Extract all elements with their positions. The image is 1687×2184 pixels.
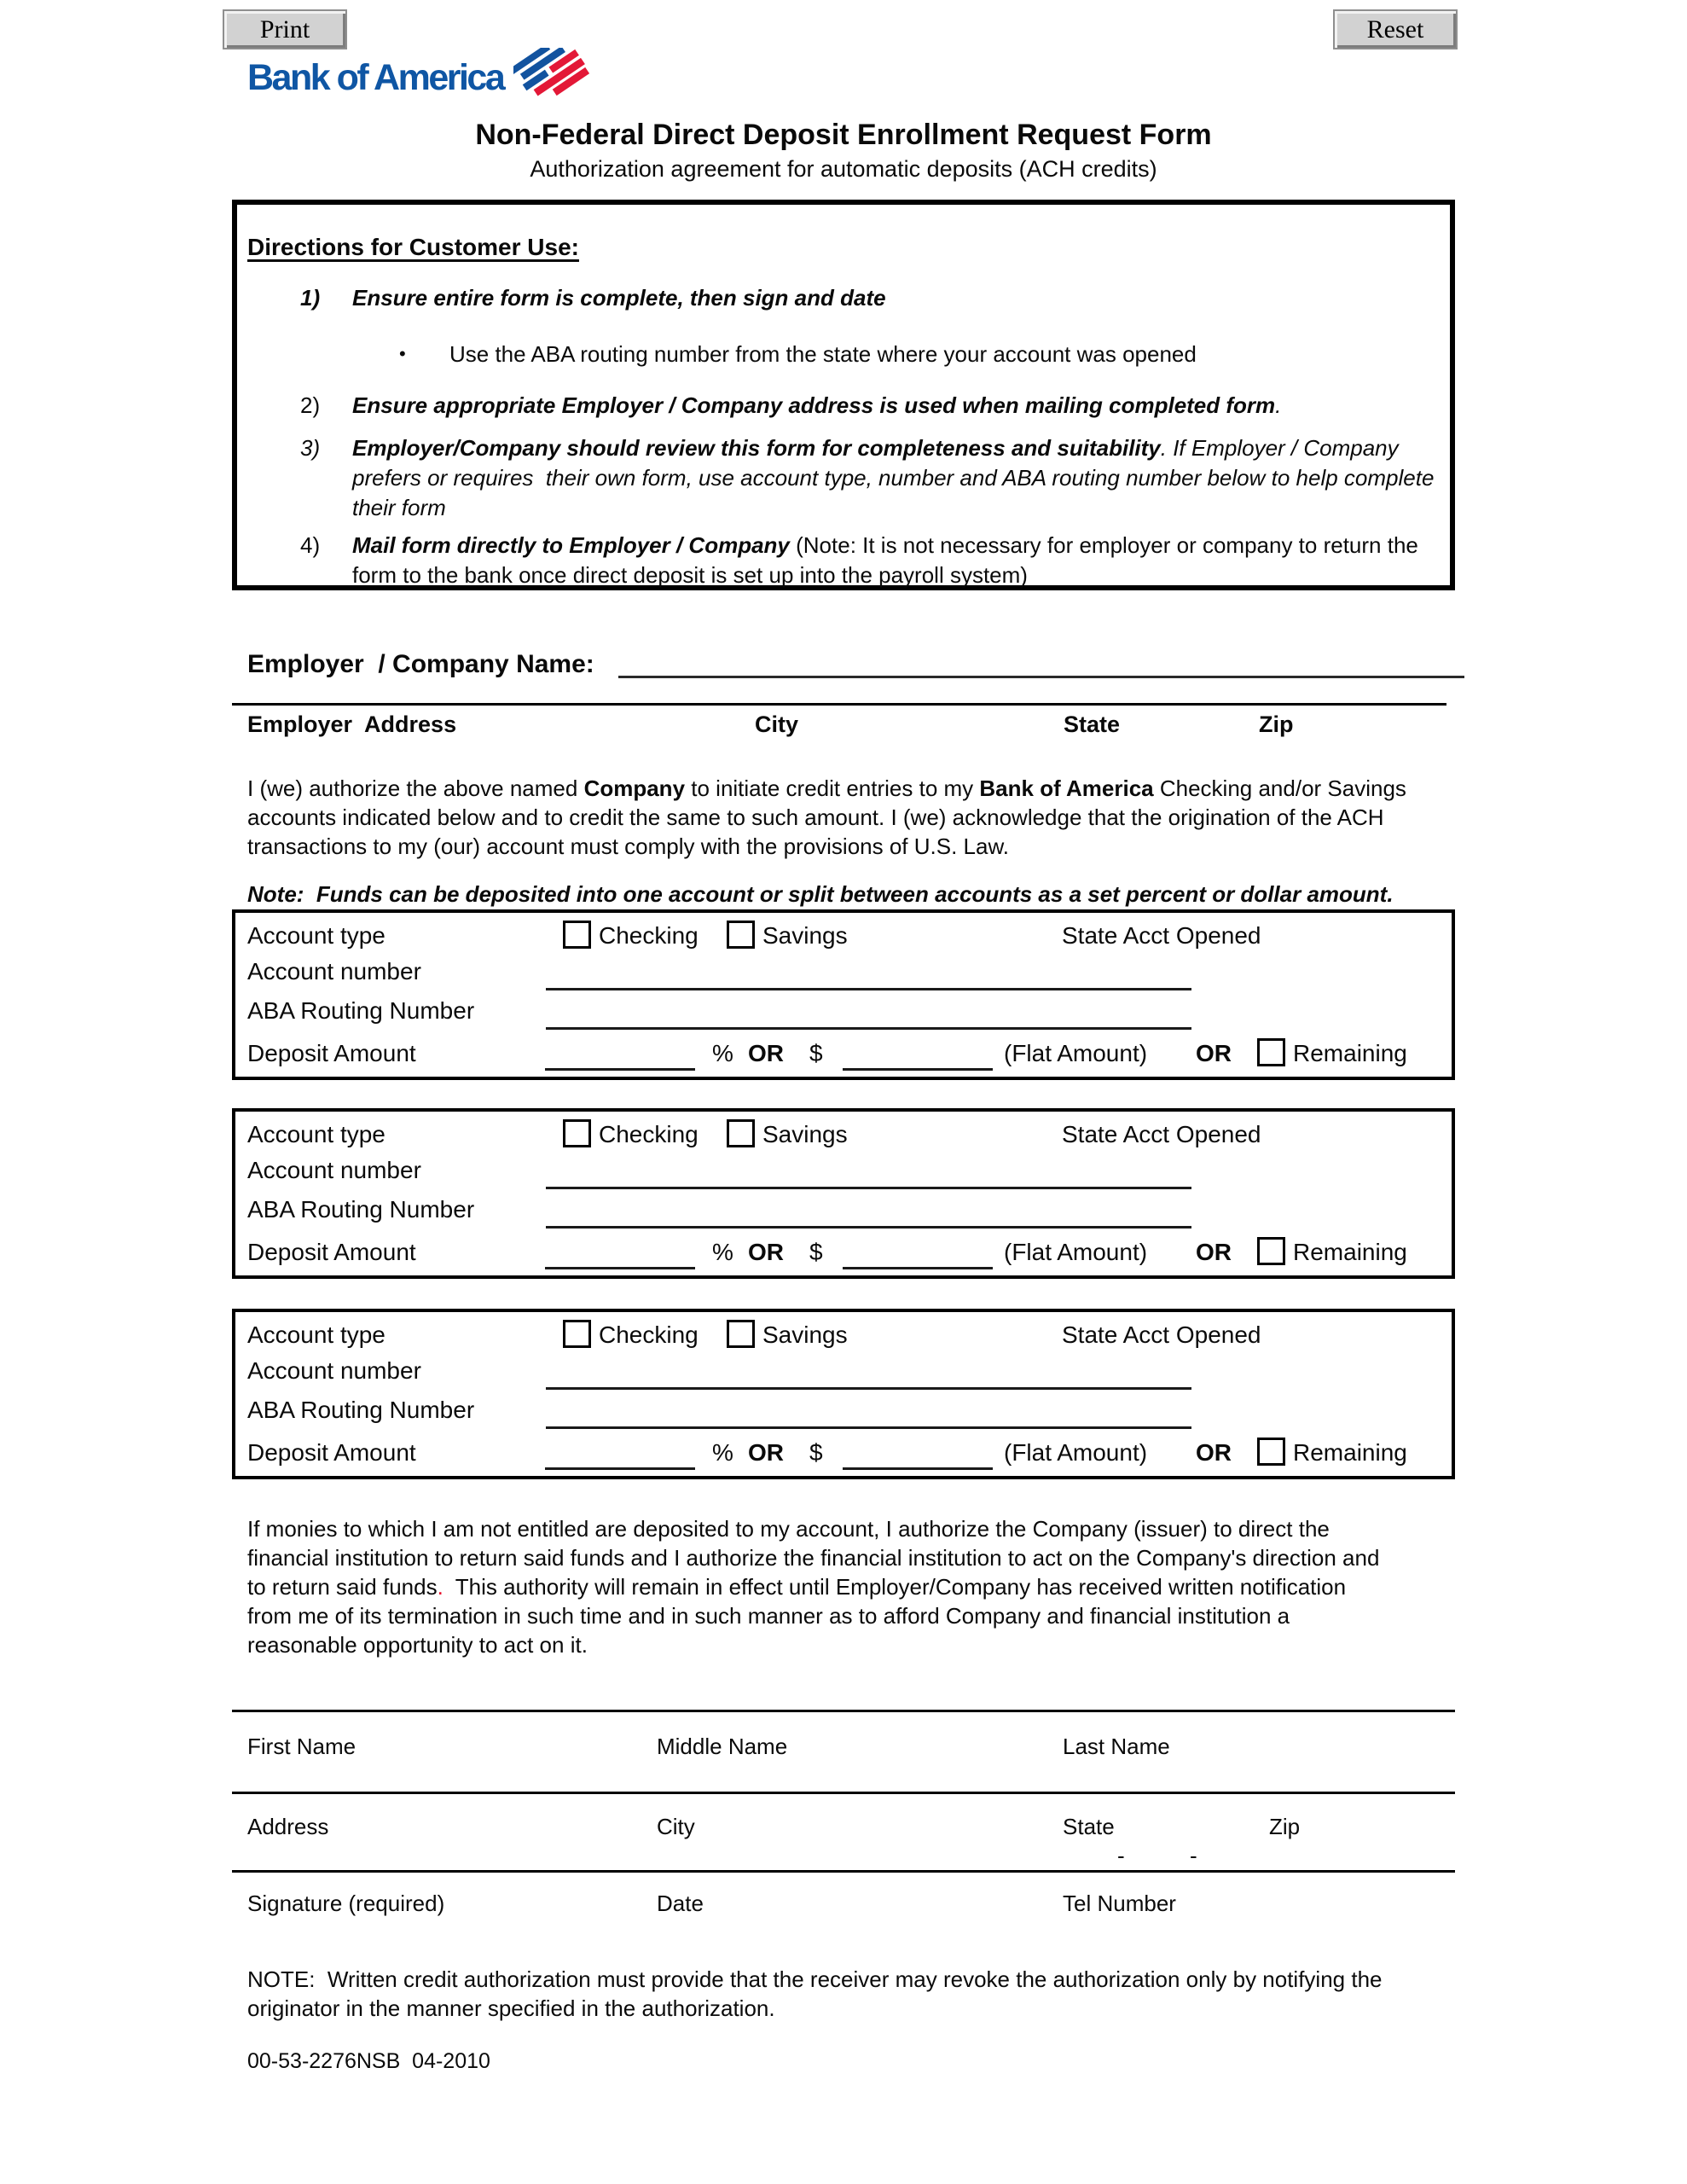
page-title: Non-Federal Direct Deposit Enrollment Request Form — [475, 119, 1212, 151]
deposit-amount-label: Deposit Amount — [247, 1439, 416, 1466]
employer-name-row — [247, 636, 1464, 678]
direction-item-1 — [300, 283, 1439, 313]
directions-heading: Directions for Customer Use: — [247, 234, 579, 260]
checking-checkbox[interactable] — [563, 1119, 591, 1147]
employer-name-label: Employer / Company Name: — [247, 650, 594, 678]
zip-label: Zip — [1269, 1814, 1301, 1839]
savings-checkbox[interactable] — [727, 921, 755, 949]
deposit-flat-input[interactable] — [843, 1467, 993, 1470]
deposit-amount-label: Deposit Amount — [247, 1040, 416, 1066]
authorization-bold-bank: Bank of America — [979, 775, 1154, 801]
employer-name-input[interactable] — [618, 641, 1464, 678]
account-number-input[interactable] — [546, 988, 1191, 990]
or-label: OR — [748, 1239, 784, 1265]
direction-item-2-text — [352, 391, 1439, 421]
deposit-percent-input[interactable] — [545, 1267, 695, 1269]
checking-label: Checking — [599, 1121, 699, 1147]
authorization-text-2: to initiate credit entries to my — [685, 775, 980, 801]
checking-checkbox[interactable] — [563, 1320, 591, 1348]
account-type-label: Account type — [247, 1321, 386, 1348]
or-label: OR — [748, 1439, 784, 1466]
footer-note: NOTE: Written credit authorization must provide that the receiver may revoke the authorization only by notifying the originator in the manner specified in the authorization. — [247, 1966, 1388, 2021]
account-block-3 — [232, 1309, 1455, 1479]
authorization-paragraph — [247, 774, 1414, 861]
checking-checkbox[interactable] — [563, 921, 591, 949]
direction-bullet — [399, 340, 1423, 369]
account-block-1 — [232, 909, 1455, 1080]
authorization-text-3: Checking and/or Savings accounts indicated below and to credit the same to such amount. I (we) acknowledge that the origination of the ACH transactions to my (our) account must comply with the provisions of U.S. Law. — [247, 775, 1406, 859]
divider — [232, 1792, 1455, 1794]
deposit-flat-input[interactable] — [843, 1267, 993, 1269]
return-funds-text-1: If monies to which I am not entitled are deposited to my account, I authorize the Company (issuer) to direct the financial institution to return said funds and I authorize the financial institution to act on the Company's direction and to return said funds — [247, 1516, 1386, 1600]
remaining-checkbox[interactable] — [1257, 1237, 1285, 1265]
dollar-sign: $ — [809, 1239, 823, 1265]
flat-amount-label: (Flat Amount) — [1004, 1040, 1148, 1066]
return-funds-paragraph — [247, 1514, 1390, 1659]
percent-sign: % — [712, 1239, 733, 1265]
employer-address-label: Employer Address — [247, 712, 457, 737]
employer-zip-label: Zip — [1259, 712, 1294, 737]
direction-item-4 — [300, 531, 1439, 590]
account-type-label: Account type — [247, 1121, 386, 1147]
red-period: . — [437, 1574, 443, 1600]
remaining-label: Remaining — [1293, 1239, 1407, 1265]
directions-box — [232, 200, 1455, 590]
account-number-label: Account number — [247, 958, 421, 985]
flat-amount-label: (Flat Amount) — [1004, 1239, 1148, 1265]
employer-state-label: State — [1064, 712, 1121, 737]
checking-label: Checking — [599, 1321, 699, 1348]
tel-dash-2: - — [1190, 1843, 1197, 1868]
savings-checkbox[interactable] — [727, 1119, 755, 1147]
city-label: City — [657, 1814, 695, 1839]
direction-item-2-bold: Ensure appropriate Employer / Company address is used when mailing completed form — [352, 392, 1276, 418]
percent-sign: % — [712, 1439, 733, 1466]
account-number-input[interactable] — [546, 1387, 1191, 1390]
direction-item-3 — [300, 433, 1439, 523]
remaining-checkbox[interactable] — [1257, 1438, 1285, 1466]
or-label: OR — [1196, 1040, 1232, 1066]
remaining-checkbox[interactable] — [1257, 1038, 1285, 1066]
direction-item-2-tail: . — [1275, 392, 1282, 418]
direction-item-2-number: 2) — [300, 392, 321, 418]
aba-routing-input[interactable] — [546, 1426, 1191, 1429]
savings-label: Savings — [762, 1321, 848, 1348]
state-acct-opened-label: State Acct Opened — [1062, 922, 1261, 949]
deposit-amount-label: Deposit Amount — [247, 1239, 416, 1265]
deposit-percent-input[interactable] — [545, 1467, 695, 1470]
or-label: OR — [1196, 1239, 1232, 1265]
tel-number-label: Tel Number — [1063, 1891, 1176, 1916]
aba-routing-label: ABA Routing Number — [247, 997, 475, 1024]
remaining-label: Remaining — [1293, 1040, 1407, 1066]
tel-dash-1: - — [1117, 1843, 1125, 1868]
deposit-percent-input[interactable] — [545, 1068, 695, 1071]
bank-of-america-wordmark: Bank of America — [247, 56, 504, 98]
direction-item-3-tail: . If Employer / Company prefers or requires their own form, use account type, number and ABA routing number below to help complete their form — [352, 435, 1441, 520]
direction-item-3-bold: Employer/Company should review this form for completeness and suitability — [352, 435, 1161, 461]
account-type-label: Account type — [247, 922, 386, 949]
bank-of-america-logo — [247, 48, 600, 107]
print-button[interactable]: Print — [223, 9, 347, 49]
or-label: OR — [1196, 1439, 1232, 1466]
direction-item-1-text: Ensure entire form is complete, then sign and date — [352, 285, 886, 311]
flat-amount-label: (Flat Amount) — [1004, 1439, 1148, 1466]
account-number-label: Account number — [247, 1157, 421, 1183]
aba-routing-input[interactable] — [546, 1027, 1191, 1030]
last-name-label: Last Name — [1063, 1734, 1170, 1759]
page-subtitle: Authorization agreement for automatic deposits (ACH credits) — [530, 156, 1157, 182]
return-funds-text-2: This authority will remain in effect until Employer/Company has received written notification from me of its termination in such time and in such manner as to afford Company and financial institution a reasonable opportunity to act on it. — [247, 1574, 1353, 1658]
dollar-sign: $ — [809, 1439, 823, 1466]
savings-label: Savings — [762, 1121, 848, 1147]
employer-city-label: City — [755, 712, 799, 737]
date-label: Date — [657, 1891, 704, 1916]
account-number-input[interactable] — [546, 1187, 1191, 1189]
remaining-label: Remaining — [1293, 1439, 1407, 1466]
divider — [232, 1870, 1455, 1873]
savings-checkbox[interactable] — [727, 1320, 755, 1348]
direction-bullet-text: Use the ABA routing number from the state where your account was opened — [449, 341, 1197, 367]
address-label: Address — [247, 1814, 329, 1839]
form-number: 00-53-2276NSB 04-2010 — [247, 2049, 490, 2073]
state-acct-opened-label: State Acct Opened — [1062, 1121, 1261, 1147]
middle-name-label: Middle Name — [657, 1734, 788, 1759]
direction-item-4-tail: (Note: It is not necessary for employer or company to return the form to the bank once direct deposit is set up into the payroll system) — [352, 532, 1425, 588]
state-acct-opened-label: State Acct Opened — [1062, 1321, 1261, 1348]
account-number-label: Account number — [247, 1357, 421, 1384]
direction-item-4-number: 4) — [300, 532, 321, 558]
split-note-line: Note: Funds can be deposited into one account or split between accounts as a set percent or dollar amount. — [247, 881, 1394, 907]
savings-label: Savings — [762, 922, 848, 949]
authorization-bold-company: Company — [583, 775, 686, 801]
aba-routing-label: ABA Routing Number — [247, 1196, 475, 1223]
bullet-icon: • — [399, 343, 406, 364]
direction-item-2 — [300, 391, 1439, 421]
bofa-flag-icon — [513, 48, 600, 107]
checking-label: Checking — [599, 922, 699, 949]
direction-item-4-bold: Mail form directly to Employer / Company — [352, 532, 790, 558]
first-name-label: First Name — [247, 1734, 357, 1759]
divider — [232, 703, 1446, 706]
deposit-flat-input[interactable] — [843, 1068, 993, 1071]
account-block-2 — [232, 1108, 1455, 1279]
authorization-text-1: I (we) authorize the above named — [247, 775, 584, 801]
aba-routing-input[interactable] — [546, 1226, 1191, 1228]
reset-button[interactable]: Reset — [1333, 9, 1458, 49]
aba-routing-label: ABA Routing Number — [247, 1397, 475, 1423]
direction-item-1-number: 1) — [300, 285, 321, 311]
state-label: State — [1063, 1814, 1115, 1839]
direction-item-3-text — [352, 433, 1439, 523]
dollar-sign: $ — [809, 1040, 823, 1066]
direction-item-4-text — [352, 531, 1439, 590]
direction-item-3-number: 3) — [300, 435, 321, 461]
percent-sign: % — [712, 1040, 733, 1066]
signature-required-label: Signature (required) — [247, 1891, 445, 1916]
or-label: OR — [748, 1040, 784, 1066]
divider — [232, 1710, 1455, 1712]
